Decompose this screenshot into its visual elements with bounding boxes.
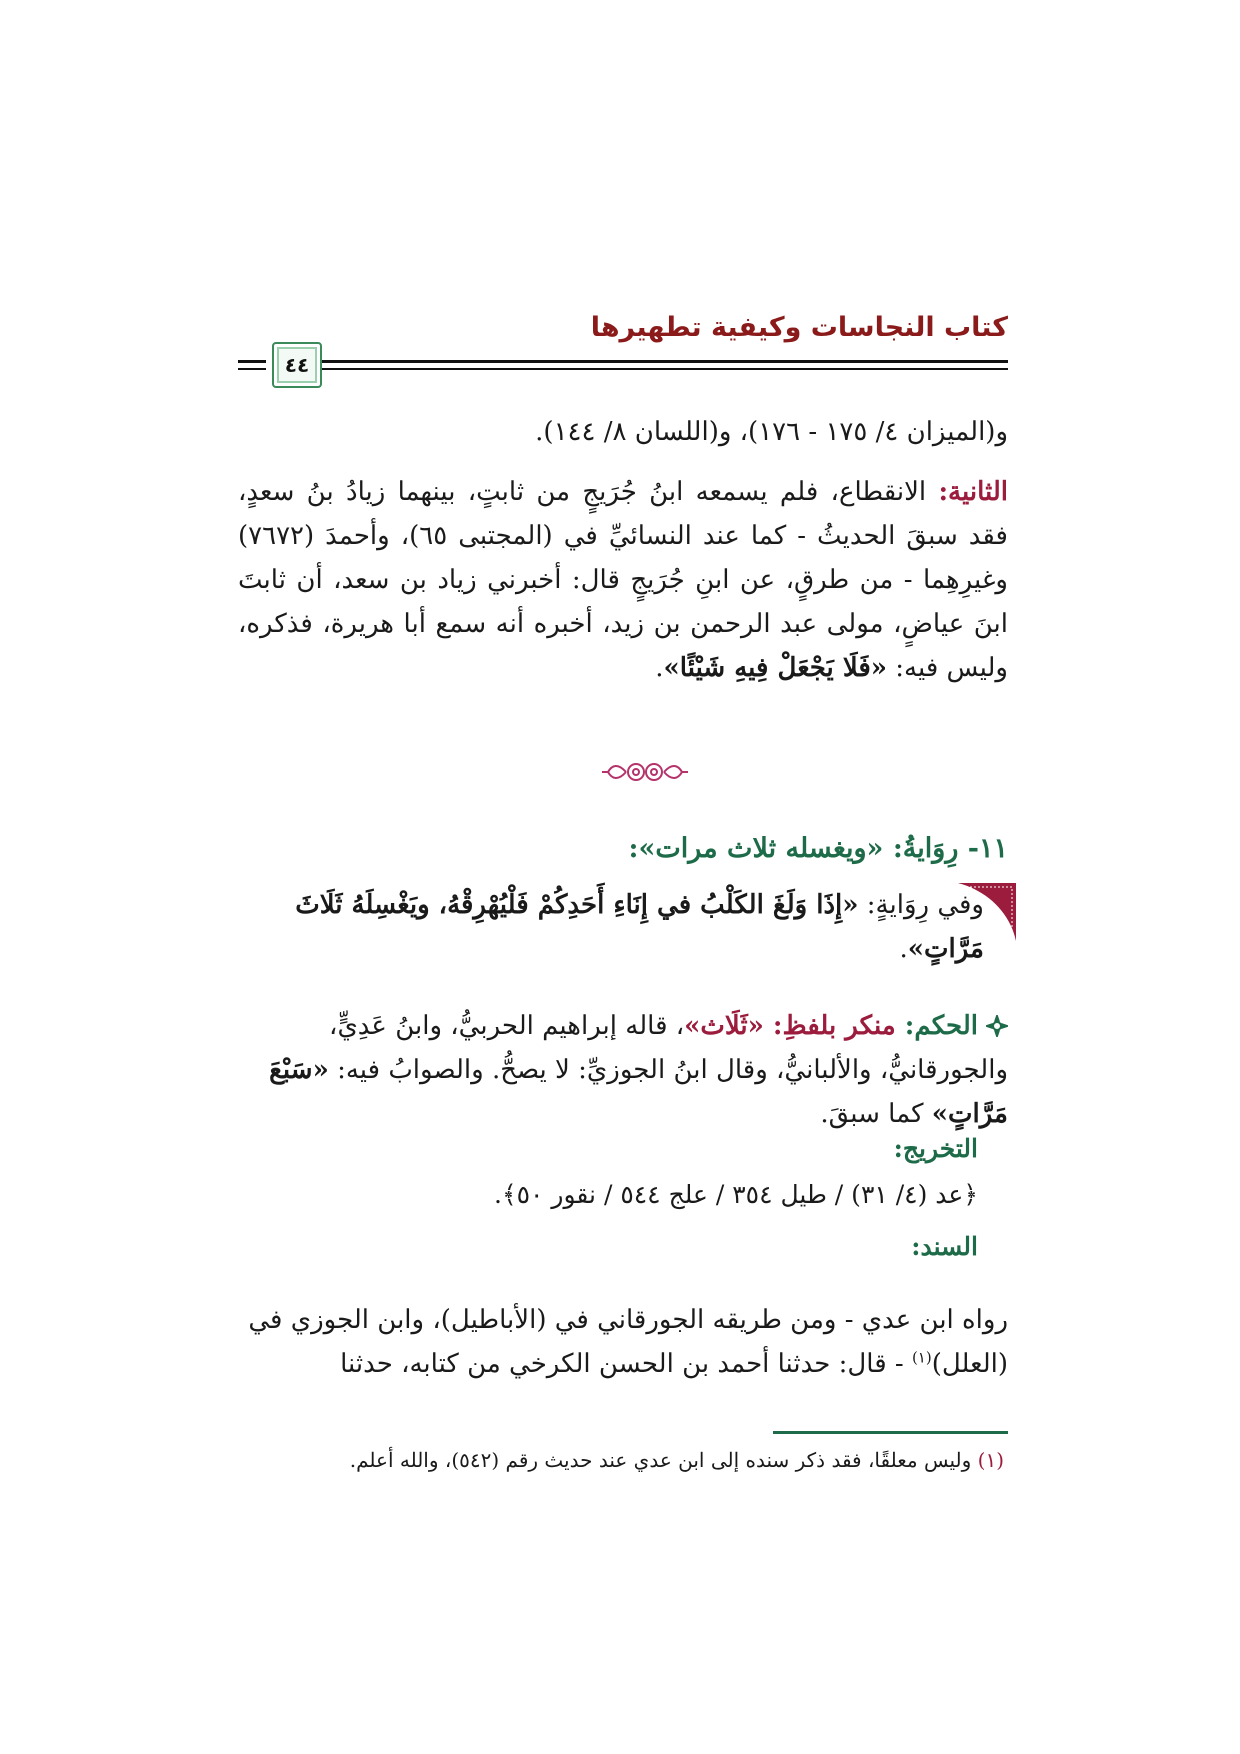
takhrij-codes: ﴿عد (٤/ ٣١) / طيل ٣٥٤ / علج ٥٤٤ / نقور ٥٠﴾. [494,1180,978,1209]
ruling-label: الحكم: [904,1011,978,1041]
page-number-badge [272,342,322,388]
section-divider-ornament-icon [600,755,690,789]
section-heading: ١١- رِوَايةُ: «ويغسله ثلاث مرات»: [628,833,1008,864]
ruling-end: كما سبقَ. [820,1099,932,1129]
footnote-number: (١) [977,1448,1004,1472]
sentence-end: . [899,934,908,964]
second-cause-text [238,470,1008,690]
sanad-body-continued: - قال: حدثنا أحمد بن الحسن الكرخي من كتابه، حدثنا [340,1349,912,1379]
footnote-text: وليس معلقًا، فقد ذكر سنده إلى ابن عدي عند حديث رقم (٥٤٢)، والله أعلم. [349,1448,978,1472]
corner-ornament-icon [958,883,1016,941]
second-cause-label: الثانية: [938,477,1008,507]
sanad-heading: السند: [911,1232,978,1261]
takhrij-heading: التخريج: [893,1134,978,1163]
refs-paragraph [238,410,1008,454]
sentence-end: . [655,653,664,683]
book-title: كتاب النجاسات وكيفية تطهيرها [590,312,1008,343]
narration-intro: وفي رِوَايةٍ: [858,890,984,920]
header-rule [318,368,1008,370]
page-number: ٤٤ [284,353,310,377]
footnote-reference[interactable]: (١) [911,1348,932,1367]
header-rule [318,360,1008,363]
narration-block [238,883,1008,971]
header-rule [238,360,266,363]
ruling-block [238,1004,1008,1136]
sanad-paragraph [238,1298,1008,1386]
ruling-verdict: منكر بلفظِ: «ثَلَاث» [684,1011,905,1041]
header-rule [238,368,266,370]
sanad-body: رواه ابن عدي - ومن طريقه الجورقاني في (الأباطيل)، وابن الجوزي في (العلل) [248,1305,1008,1379]
correct-wording-quote: «سَبْعَ مَرَّاتٍ» [269,1055,1008,1129]
footnote [350,1448,1004,1472]
second-cause-paragraph [238,470,1008,690]
narration-text [238,883,1008,971]
second-cause-body: الانقطاع، فلم يسمعه ابنُ جُرَيجٍ من ثابتٍ، بينهما زيادُ بنُ سعدٍ، فقد سبقَ الحديثُ - كما عند النسائيِّ في (المجتبى ٦٥)، وأحمدَ (٧٦٧٢) وغيرِهِما - من طرقٍ، عن ابنِ جُرَيجٍ قال: أخبرني زياد بن سعد، أن ثابتَ ابنَ عياضٍ، مولى عبد الرحمن بن زيد، أخبره أنه سمع أبا هريرة، فذكره، وليس فيه: [238,477,1008,683]
ruling-text [238,1004,1008,1136]
flower-bullet-icon [986,1015,1008,1037]
ruling-body: ، قاله إبراهيم الحربيُّ، وابنُ عَدِيٍّ، والجورقانيُّ، والألبانيُّ، وقال ابنُ الجوزيِّ: لا يصحُّ. والصوابُ فيه: [328,1011,1008,1085]
narration-quote: «إِذَا وَلَغَ الكَلْبُ في إِنَاءِ أَحَدِكُمْ فَلْيُهْرِقْهُ، ويَغْسِلَهُ ثَلَاثَ مَرَّاتٍ» [295,890,984,964]
sanad-text [238,1298,1008,1386]
hadith-quote: «فَلَا يَجْعَلْ فِيهِ شَيْئًا» [663,653,888,683]
refs-line: و(الميزان ٤/ ١٧٥ - ١٧٦)، و(اللسان ٨/ ١٤٤). [535,417,1008,447]
page-header [238,312,1008,390]
footnote-separator [773,1431,1008,1434]
